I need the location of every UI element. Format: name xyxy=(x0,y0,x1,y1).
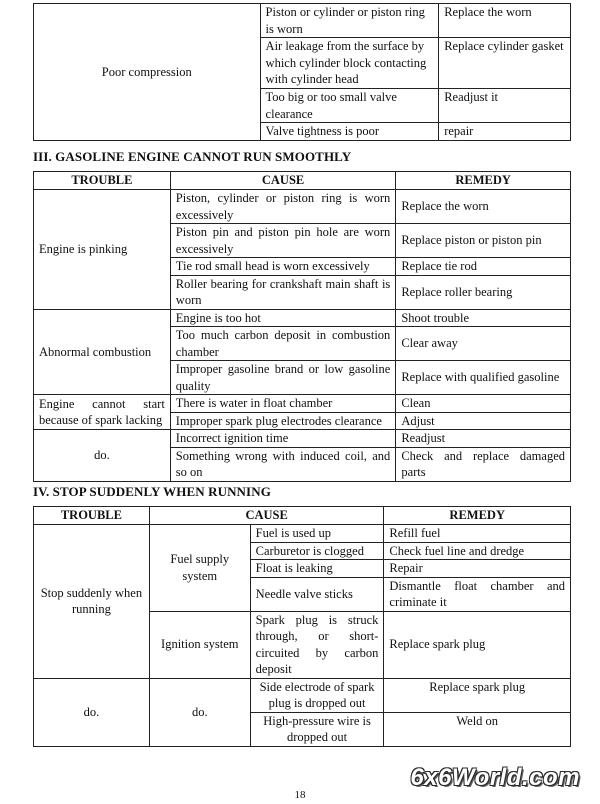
watermark-logo: 6x6World.com xyxy=(410,764,580,791)
cause-cell: Piston, cylinder or piston ring is worn excessively xyxy=(170,190,396,224)
remedy-cell: Dismantle float chamber and criminate it xyxy=(384,577,571,611)
remedy-cell: Shoot trouble xyxy=(396,309,571,327)
cause-cell: Valve tightness is poor xyxy=(260,123,439,141)
cause-cell: Too much carbon deposit in combustion chamber xyxy=(170,327,396,361)
cause-cell: High-pressure wire is dropped out xyxy=(250,712,384,746)
trouble-cell: Stop suddenly when running xyxy=(34,525,150,679)
stop-suddenly-table xyxy=(33,506,571,747)
trouble-cell: Engine cannot start because of spark lacking xyxy=(34,395,171,430)
remedy-cell: Replace the worn xyxy=(396,190,571,224)
trouble-cell: do. xyxy=(34,430,171,482)
page-number: 18 xyxy=(294,789,306,801)
cause-cell: Tie rod small head is worn excessively xyxy=(170,258,396,276)
cause-cell: Float is leaking xyxy=(250,560,384,578)
column-header: REMEDY xyxy=(384,507,571,525)
cause-cell: Something wrong with induced coil, and so on xyxy=(170,447,396,481)
remedy-cell: Readjust xyxy=(396,430,571,448)
cause-cell: Engine is too hot xyxy=(170,309,396,327)
poor-compression-table xyxy=(33,3,571,141)
cause-cell: Fuel is used up xyxy=(250,525,384,543)
remedy-cell: Clean xyxy=(396,395,571,413)
remedy-cell: Adjust xyxy=(396,412,571,430)
column-header: REMEDY xyxy=(396,172,571,190)
cause-cell: Needle valve sticks xyxy=(250,577,384,611)
cause-cell: Side electrode of spark plug is dropped out xyxy=(250,678,384,712)
remedy-cell: Replace with qualified gasoline xyxy=(396,361,571,395)
section-title: IV. STOP SUDDENLY WHEN RUNNING xyxy=(33,484,271,499)
remedy-cell: Repair xyxy=(384,560,571,578)
cause-cell: Roller bearing for crankshaft main shaft is worn xyxy=(170,275,396,309)
remedy-cell: Refill fuel xyxy=(384,525,571,543)
remedy-cell: Weld on xyxy=(384,712,571,746)
remedy-cell: Check and replace damaged parts xyxy=(396,447,571,481)
cause-cell: Piston or cylinder or piston ring is worn xyxy=(260,4,439,38)
section-title: III. GASOLINE ENGINE CANNOT RUN SMOOTHLY xyxy=(33,149,352,164)
trouble-cell: do. xyxy=(34,678,150,746)
trouble-cell: Abnormal combustion xyxy=(34,309,171,395)
remedy-cell: Readjust it xyxy=(439,89,571,123)
sub-cause-cell: Ignition system xyxy=(149,611,250,678)
cause-cell: Spark plug is struck through, or short-circuited by carbon deposit xyxy=(250,611,384,678)
remedy-cell: Check fuel line and dredge xyxy=(384,542,571,560)
column-header: TROUBLE xyxy=(34,507,150,525)
cause-cell: Air leakage from the surface by which cylinder block contacting with cylinder head xyxy=(260,38,439,89)
remedy-cell: Replace cylinder gasket xyxy=(439,38,571,89)
column-header: TROUBLE xyxy=(34,172,171,190)
remedy-cell: Replace tie rod xyxy=(396,258,571,276)
column-header: CAUSE xyxy=(170,172,396,190)
remedy-cell: repair xyxy=(439,123,571,141)
trouble-cell: Poor compression xyxy=(34,4,261,141)
cause-cell: There is water in float chamber xyxy=(170,395,396,413)
remedy-cell: Replace spark plug xyxy=(384,678,571,712)
remedy-cell: Clear away xyxy=(396,327,571,361)
cause-cell: Incorrect ignition time xyxy=(170,430,396,448)
cause-cell: Too big or too small valve clearance xyxy=(260,89,439,123)
column-header: CAUSE xyxy=(149,507,384,525)
cannot-run-smoothly-table xyxy=(33,171,571,482)
remedy-cell: Replace roller bearing xyxy=(396,275,571,309)
cause-cell: Carburetor is clogged xyxy=(250,542,384,560)
remedy-cell: Replace spark plug xyxy=(384,611,571,678)
cause-cell: Piston pin and piston pin hole are worn excessively xyxy=(170,224,396,258)
remedy-cell: Replace the worn xyxy=(439,4,571,38)
cause-cell: Improper spark plug electrodes clearance xyxy=(170,412,396,430)
trouble-cell: Engine is pinking xyxy=(34,190,171,310)
cause-cell: Improper gasoline brand or low gasoline quality xyxy=(170,361,396,395)
sub-cause-cell: Fuel supply system xyxy=(149,525,250,612)
remedy-cell: Replace piston or piston pin xyxy=(396,224,571,258)
sub-cause-cell: do. xyxy=(149,678,250,746)
